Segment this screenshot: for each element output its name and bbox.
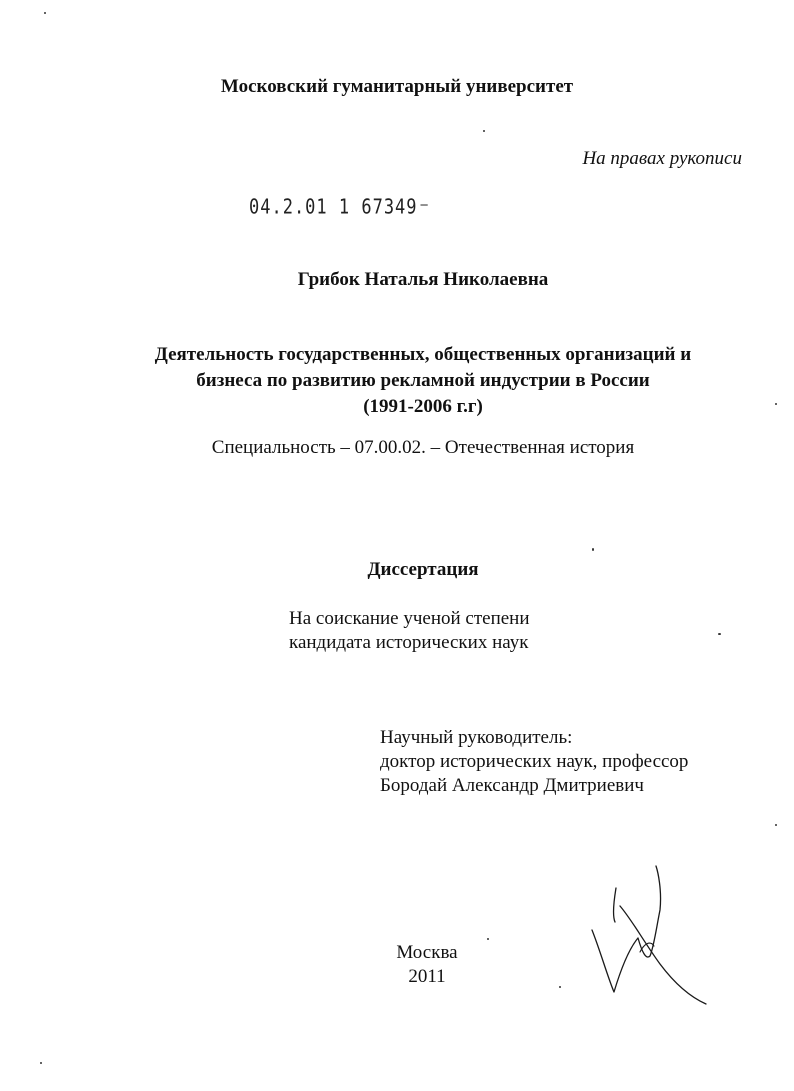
title-line-1: Деятельность государственных, общественных организаций и [154, 344, 692, 365]
scan-speck [483, 130, 485, 132]
city-year-block [392, 941, 462, 989]
degree-block [289, 607, 530, 655]
manuscript-note: На правах рукописи [582, 148, 742, 169]
author-name: Грибок Наталья Николаевна [297, 269, 549, 290]
scan-speck [718, 633, 721, 635]
scan-speck [487, 938, 489, 940]
scan-speck [775, 403, 777, 405]
supervisor-name: Бородай Александр Дмитриевич [380, 775, 644, 796]
specialty-line: Специальность – 07.00.02. – Отечественная история [211, 437, 635, 458]
registry-number-text: 04.2.01 1 67349 [249, 196, 418, 220]
document-type: Диссертация [367, 559, 479, 580]
supervisor-title: доктор исторических наук, профессор [380, 751, 689, 772]
degree-line-1: На соискание ученой степени [289, 608, 530, 629]
scan-speck [775, 824, 777, 826]
dissertation-title [26, 342, 794, 420]
signature-image [580, 860, 720, 1010]
year: 2011 [408, 966, 446, 987]
scan-speck [40, 1062, 42, 1064]
city: Москва [396, 942, 458, 963]
supervisor-label: Научный руководитель: [380, 727, 573, 748]
scan-speck [559, 986, 561, 988]
supervisor-block [380, 726, 688, 798]
registry-number: 04.2.01 1 67349 – [249, 196, 429, 220]
title-line-3: (1991-2006 г.г) [363, 396, 483, 417]
degree-line-2: кандидата исторических наук [289, 632, 529, 653]
scan-speck [592, 548, 594, 551]
title-line-2: бизнеса по развитию рекламной индустрии в России [196, 370, 650, 391]
scan-speck [44, 12, 46, 14]
university-name: Московский гуманитарный университет [220, 76, 574, 97]
